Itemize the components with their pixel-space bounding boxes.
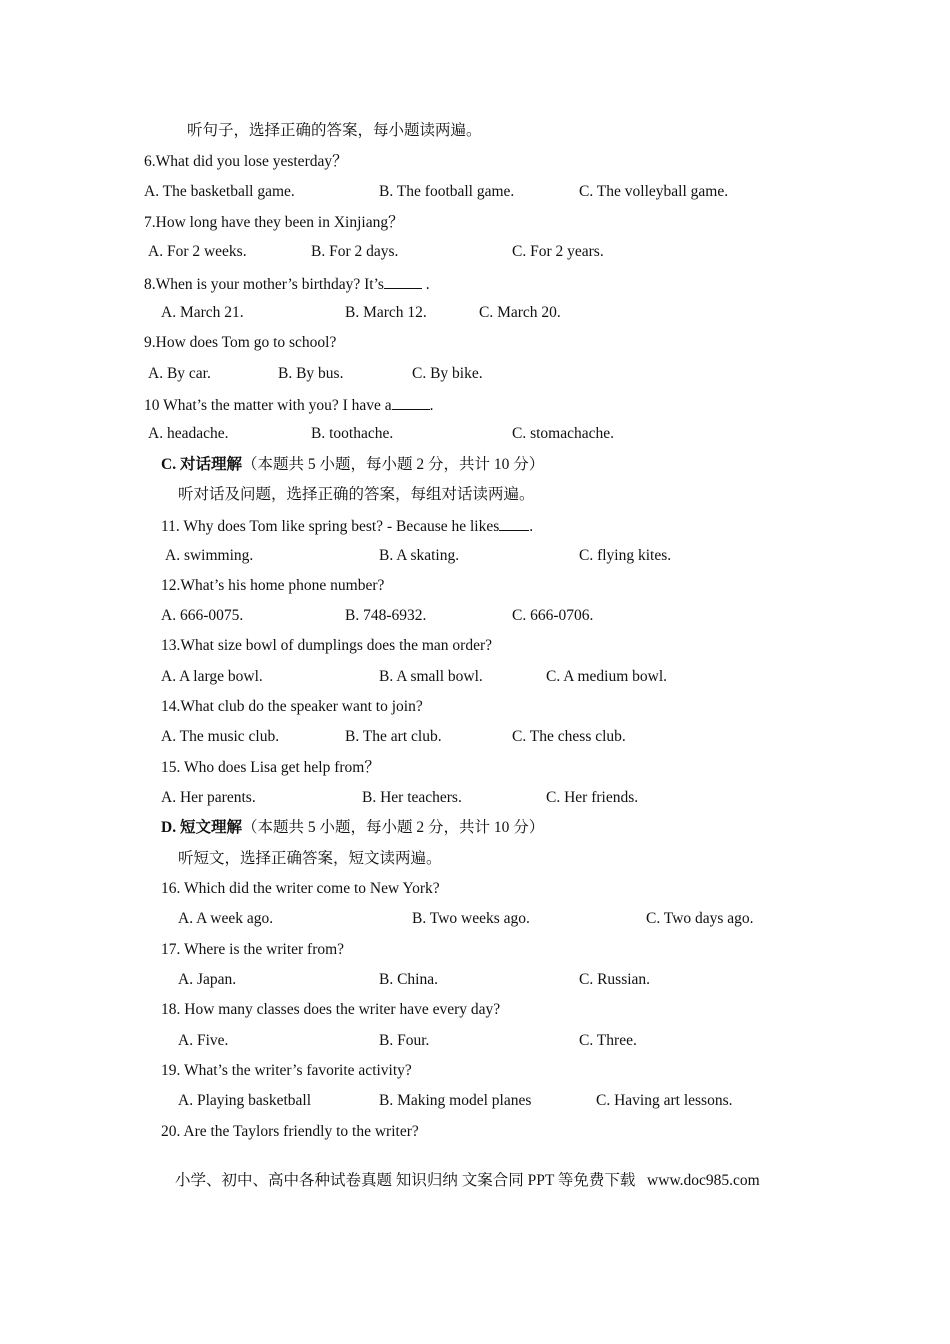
answer-blank	[384, 273, 422, 289]
option-c: C. Russian.	[579, 971, 651, 988]
question-10-end: .	[429, 397, 434, 414]
question-14: 14.What club do the speaker want to join?	[161, 698, 423, 715]
question-16: 16. Which did the writer come to New York?	[161, 880, 440, 897]
option-a: A. swimming.	[165, 547, 254, 564]
answer-blank	[499, 515, 529, 531]
option-c: C. Two days ago.	[646, 910, 754, 927]
question-9-options	[148, 364, 848, 384]
option-b: B. toothache.	[311, 425, 394, 442]
option-b: B. Her teachers.	[362, 789, 462, 806]
option-a: A. 666-0075.	[161, 607, 244, 624]
option-c: C. Having art lessons.	[596, 1092, 733, 1109]
question-9: 9.How does Tom go to school?	[144, 334, 337, 351]
option-a: A. For 2 weeks.	[148, 243, 247, 260]
section-c-scoring: （本题共 5 小题，每小题 2 分，共计 10 分）	[241, 456, 545, 473]
option-b: B. The art club.	[345, 728, 442, 745]
question-7: 7.How long have they been in Xinjiang？	[144, 214, 404, 231]
question-7-options	[148, 242, 848, 262]
question-19-options	[178, 1091, 878, 1111]
page-footer: 小学、初中、高中各种试卷真题 知识归纳 文案合同 PPT 等免费下载 www.doc985.com	[175, 1172, 760, 1189]
option-a: A. headache.	[148, 425, 229, 442]
question-8-end: .	[421, 276, 430, 293]
option-c: C. flying kites.	[579, 547, 672, 564]
question-10-text: 10 What’s the matter with you? I have a	[144, 397, 392, 414]
question-13-options	[161, 667, 861, 687]
option-a: A. A week ago.	[178, 910, 274, 927]
option-c: C. A medium bowl.	[546, 668, 667, 685]
question-10-options	[148, 424, 848, 444]
question-15: 15. Who does Lisa get help from？	[161, 759, 380, 776]
option-a: A. The music club.	[161, 728, 280, 745]
question-8-options	[161, 303, 861, 323]
option-b: B. Two weeks ago.	[412, 910, 530, 927]
question-11-end: .	[529, 518, 534, 535]
option-c: C. Her friends.	[546, 789, 639, 806]
option-c: C. The volleyball game.	[579, 183, 729, 200]
question-17-options	[178, 970, 878, 990]
option-a: A. Her parents.	[161, 789, 256, 806]
option-c: C. By bike.	[412, 365, 483, 382]
question-10	[144, 394, 434, 414]
section-d-title: D. 短文理解	[161, 819, 242, 836]
question-6-options	[144, 182, 844, 202]
option-a: A. A large bowl.	[161, 668, 263, 685]
question-8	[144, 273, 430, 293]
question-11	[161, 515, 533, 535]
option-b: B. By bus.	[278, 365, 344, 382]
option-b: B. A small bowl.	[379, 668, 483, 685]
section-c-title: C. 对话理解	[161, 456, 242, 473]
option-c: C. Three.	[579, 1032, 637, 1049]
option-c: C. stomachache.	[512, 425, 615, 442]
question-8-text: 8.When is your mother’s birthday? It’s	[144, 276, 384, 293]
section-c-header	[161, 455, 544, 475]
option-c: C. March 20.	[479, 304, 561, 321]
section-c-instruction: 听对话及问题，选择正确的答案，每组对话读两遍。	[178, 486, 535, 503]
question-11-text: 11. Why does Tom like spring best? - Because he likes	[161, 518, 500, 535]
section-b-instruction: 听句子，选择正确的答案，每小题读两遍。	[187, 122, 482, 139]
option-a: A. Japan.	[178, 971, 237, 988]
option-b: B. Four.	[379, 1032, 430, 1049]
option-a: A. The basketball game.	[144, 183, 295, 200]
section-d-instruction: 听短文，选择正确答案，短文读两遍。	[178, 850, 442, 867]
question-12-options	[161, 606, 861, 626]
question-11-options	[165, 546, 865, 566]
option-a: A. March 21.	[161, 304, 244, 321]
question-16-options	[178, 909, 878, 929]
question-20: 20. Are the Taylors friendly to the writer?	[161, 1123, 419, 1140]
option-b: B. March 12.	[345, 304, 427, 321]
option-b: B. A skating.	[379, 547, 460, 564]
question-15-options	[161, 788, 861, 808]
option-a: A. Playing basketball	[178, 1092, 312, 1109]
option-b: B. For 2 days.	[311, 243, 399, 260]
option-b: B. 748-6932.	[345, 607, 427, 624]
option-c: C. The chess club.	[512, 728, 626, 745]
answer-blank	[392, 394, 430, 410]
question-18-options	[178, 1031, 878, 1051]
option-b: B. Making model planes	[379, 1092, 532, 1109]
option-a: A. By car.	[148, 365, 211, 382]
question-6: 6.What did you lose yesterday？	[144, 153, 348, 170]
question-12: 12.What’s his home phone number?	[161, 577, 385, 594]
question-13: 13.What size bowl of dumplings does the man order?	[161, 637, 493, 654]
option-a: A. Five.	[178, 1032, 229, 1049]
question-19: 19. What’s the writer’s favorite activity?	[161, 1062, 412, 1079]
question-17: 17. Where is the writer from?	[161, 941, 345, 958]
option-b: B. China.	[379, 971, 438, 988]
section-d-header	[161, 818, 544, 838]
section-d-scoring: （本题共 5 小题，每小题 2 分，共计 10 分）	[241, 819, 545, 836]
question-14-options	[161, 727, 861, 747]
option-b: B. The football game.	[379, 183, 515, 200]
option-c: C. 666-0706.	[512, 607, 594, 624]
question-18: 18. How many classes does the writer have every day?	[161, 1001, 501, 1018]
option-c: C. For 2 years.	[512, 243, 604, 260]
